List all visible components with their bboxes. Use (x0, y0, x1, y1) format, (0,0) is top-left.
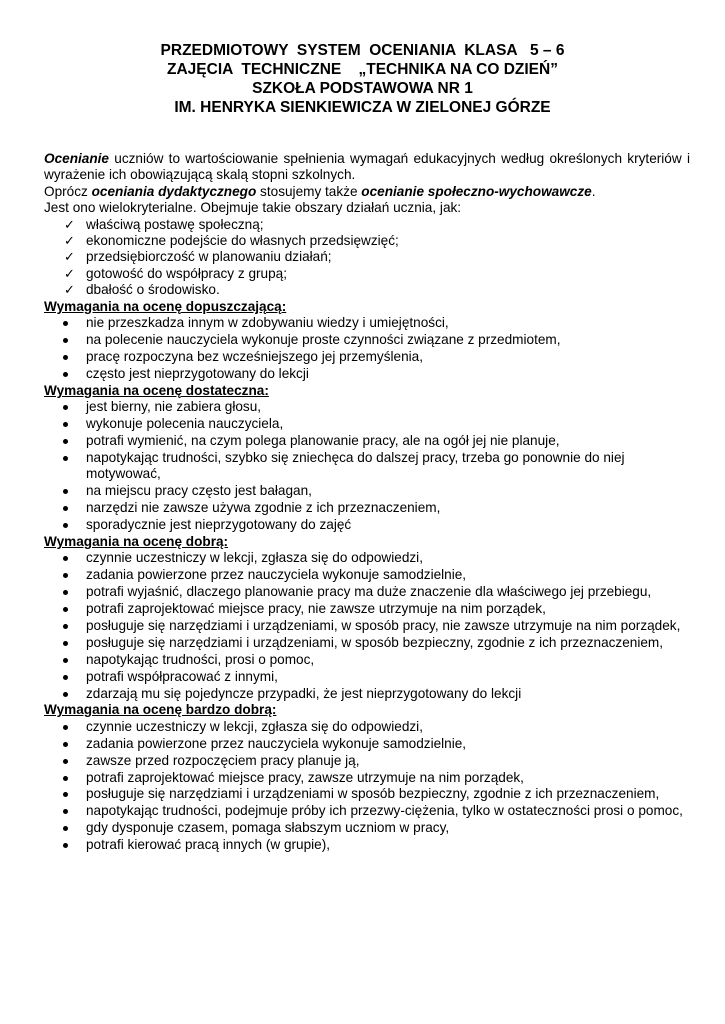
requirements-list-dopuszczajaca (44, 315, 690, 382)
bullet-icon (63, 523, 68, 528)
list-item-text: potrafi kierować pracą innych (w grupie), (86, 837, 331, 853)
list-item-text: posługuje się narzędziami i urządzeniami w sposób bezpieczny, zgodnie z ich przeznaczeniem, (86, 786, 660, 802)
check-list-item (44, 266, 690, 282)
bullet-icon (63, 489, 68, 494)
bullet-icon (63, 809, 68, 814)
checkmark-icon: ✓ (64, 265, 75, 281)
bullet-icon (63, 742, 68, 747)
bullet-icon (63, 641, 68, 646)
list-item-text: narzędzi nie zawsze używa zgodnie z ich przeznaczeniem, (86, 500, 441, 516)
list-item (44, 736, 690, 752)
list-item-text: zdarzają mu się pojedyncze przypadki, że jest nieprzygotowany do lekcji (86, 685, 522, 701)
check-list-item-text: ekonomiczne podejście do własnych przedsięwzięć; (86, 233, 399, 249)
section-heading-bardzo-dobra: Wymagania na ocenę bardzo dobrą: (44, 702, 277, 718)
bullet-icon (63, 725, 68, 730)
list-item (44, 770, 690, 786)
intro-paragraph-types (44, 184, 690, 200)
list-item (44, 399, 690, 415)
bullet-icon (63, 624, 68, 629)
bullet-icon (63, 422, 68, 427)
list-item-text: posługuje się narzędziami i urządzeniami, w sposób bezpieczny, zgodnie z ich przeznaczeniem, (86, 634, 664, 650)
list-item (44, 837, 690, 853)
list-item-text: napotykając trudności, szybko się zniechęca do dalszej pracy, trzeba go ponownie do niej motywować, (86, 449, 625, 482)
check-list-item (44, 249, 690, 265)
list-item (44, 820, 690, 836)
requirements-list-bardzo-dobra (44, 719, 690, 854)
list-item-text: gdy dysponuje czasem, pomaga słabszym uczniom w pracy, (86, 820, 450, 836)
list-item-text: sporadycznie jest nieprzygotowany do zajęć (86, 516, 352, 532)
bullet-icon (63, 759, 68, 764)
intro-term-spoleczno-wychowawcze: ocenianie społeczno-wychowawcze (361, 183, 592, 199)
intro-paragraph-criteria: Jest ono wielokryterialne. Obejmuje takie obszary działań ucznia, jak: (44, 200, 462, 216)
header-school-line: SZKOŁA PODSTAWOWA NR 1 (252, 80, 473, 97)
bullet-icon (63, 692, 68, 697)
bullet-icon (63, 405, 68, 410)
bullet-icon (63, 456, 68, 461)
list-item-text: zadania powierzone przez nauczyciela wykonuje samodzielnie, (86, 567, 467, 583)
bullet-icon (63, 573, 68, 578)
list-item (44, 635, 690, 651)
list-item-text: napotykając trudności, podejmuje próby ich przezwy-ciężenia, tylko w ostateczności prosi o pomoc, (86, 803, 683, 819)
list-item (44, 618, 690, 634)
list-item (44, 349, 690, 365)
intro-paragraph-definition (44, 151, 690, 184)
intro-definition-text: uczniów to wartościowanie spełnienia wymagań edukacyjnych według określonych kryteriów i wyrażenie ich obowiązującą skalą stopni szkolnych. (44, 151, 690, 183)
bullet-icon (63, 590, 68, 595)
list-item (44, 584, 690, 600)
check-list-item-text: dbałość o środowisko. (86, 282, 220, 298)
header-school-name-line: IM. HENRYKA SIENKIEWICZA W ZIELONEJ GÓRZE (174, 99, 551, 116)
criteria-check-list (44, 217, 690, 299)
list-item-text: zawsze przed rozpoczęciem pracy planuje ją, (86, 752, 360, 768)
section-heading-dopuszczajaca: Wymagania na ocenę dopuszczającą: (44, 298, 287, 314)
bullet-icon (63, 658, 68, 663)
list-item (44, 366, 690, 382)
check-list-item-text: właściwą postawę społeczną; (86, 216, 264, 232)
list-item (44, 652, 690, 668)
bullet-icon (63, 506, 68, 511)
list-item-text: wykonuje polecenia nauczyciela, (86, 416, 284, 431)
list-item-text: potrafi współpracować z innymi, (86, 668, 278, 684)
list-item (44, 803, 690, 819)
list-item-text: potrafi wyjaśnić, dlaczego planowanie pracy ma duże znaczenie dla właściwego jej przebiegu, (86, 584, 652, 600)
bullet-icon (63, 321, 68, 326)
list-item (44, 753, 690, 769)
check-list-item-text: przedsiębiorczość w planowaniu działań; (86, 249, 332, 265)
list-item (44, 332, 690, 348)
list-item-text: posługuje się narzędziami i urządzeniami, w sposób pracy, nie zawsze utrzymuje na nim porządek, (86, 617, 681, 633)
header-title-line: PRZEDMIOTOWY SYSTEM OCENIANIA KLASA 5 – 6 (160, 42, 565, 59)
bullet-icon (63, 776, 68, 781)
intro-types-text: . (591, 183, 596, 199)
list-item (44, 669, 690, 685)
list-item-text: potrafi wymienić, na czym polega planowanie pracy, ale na ogół jej nie planuje, (86, 432, 560, 448)
document-header (0, 41, 725, 117)
list-item (44, 601, 690, 617)
list-item-text: na polecenie nauczyciela wykonuje proste czynności związane z przedmiotem, (86, 331, 561, 347)
bullet-icon (63, 607, 68, 612)
check-list-item (44, 282, 690, 298)
list-item (44, 450, 690, 483)
bullet-icon (63, 843, 68, 848)
list-item-text: napotykając trudności, prosi o pomoc, (86, 651, 315, 667)
check-list-item-text: gotowość do współpracy z grupą; (86, 265, 287, 281)
list-item-text: czynnie uczestniczy w lekcji, zgłasza się do odpowiedzi, (86, 718, 423, 734)
checkmark-icon: ✓ (64, 233, 75, 249)
list-item (44, 686, 690, 702)
list-item (44, 567, 690, 583)
list-item (44, 517, 690, 533)
list-item-text: potrafi zaprojektować miejsce pracy, nie zawsze utrzymuje na nim porządek, (86, 600, 546, 616)
intro-types-text: Oprócz (44, 183, 92, 199)
list-item (44, 500, 690, 516)
checkmark-icon: ✓ (64, 216, 75, 232)
list-item-text: potrafi zaprojektować miejsce pracy, zawsze utrzymuje na nim porządek, (86, 769, 524, 785)
list-item-text: nie przeszkadza innym w zdobywaniu wiedzy i umiejętności, (86, 315, 449, 331)
list-item (44, 315, 690, 331)
intro-types-text: stosujemy także (256, 183, 362, 199)
list-item (44, 483, 690, 499)
list-item (44, 433, 690, 449)
list-item-text: pracę rozpoczyna bez wcześniejszego jej przemyślenia, (86, 348, 423, 364)
section-heading-dobra: Wymagania na ocenę dobrą: (44, 533, 229, 549)
bullet-icon (63, 556, 68, 561)
requirements-list-dostateczna (44, 399, 690, 533)
bullet-icon (63, 792, 68, 797)
bullet-icon (63, 675, 68, 680)
intro-term-dydaktyczne: oceniania dydaktycznego (91, 183, 257, 199)
section-heading-dostateczna: Wymagania na ocenę dostateczna: (44, 382, 269, 398)
requirements-list-dobra (44, 550, 690, 702)
bullet-icon (63, 439, 68, 444)
list-item-text: jest bierny, nie zabiera głosu, (86, 399, 262, 415)
header-subject-line: ZAJĘCIA TECHNICZNE „TECHNIKA NA CO DZIEŃ” (167, 61, 558, 78)
checkmark-icon: ✓ (64, 249, 75, 265)
bullet-icon (63, 372, 68, 377)
check-list-item (44, 217, 690, 233)
bullet-icon (63, 826, 68, 831)
intro-term-ocenianie: Ocenianie (44, 151, 109, 166)
list-item (44, 550, 690, 566)
list-item (44, 786, 690, 802)
list-item-text: czynnie uczestniczy w lekcji, zgłasza się do odpowiedzi, (86, 550, 423, 566)
checkmark-icon: ✓ (64, 282, 75, 298)
list-item (44, 719, 690, 735)
check-list-item (44, 233, 690, 249)
list-item-text: często jest nieprzygotowany do lekcji (86, 365, 309, 381)
document-body (44, 151, 690, 854)
list-item (44, 416, 690, 432)
list-item-text: na miejscu pracy często jest bałagan, (86, 483, 312, 499)
list-item-text: zadania powierzone przez nauczyciela wykonuje samodzielnie, (86, 735, 467, 751)
bullet-icon (63, 355, 68, 360)
bullet-icon (63, 338, 68, 343)
